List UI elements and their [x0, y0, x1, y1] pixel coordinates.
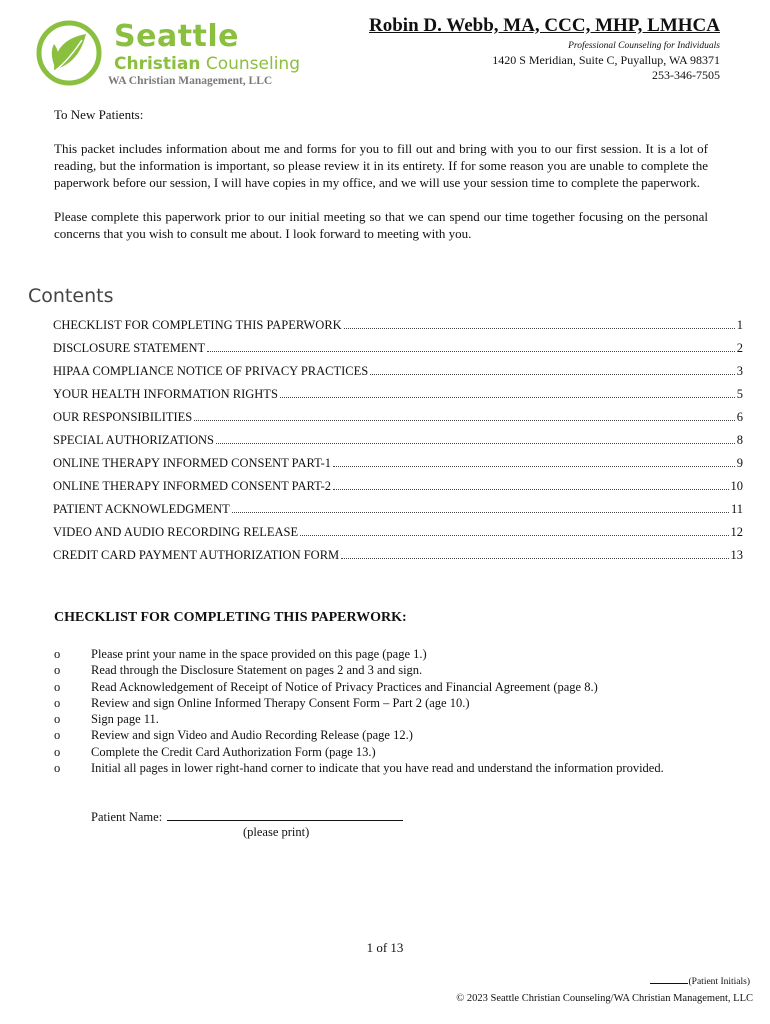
toc-entry-label: OUR RESPONSIBILITIES	[53, 410, 193, 424]
initials-label: (Patient Initials)	[688, 977, 750, 987]
toc-dot-leader	[370, 374, 735, 375]
contents-heading: Contents	[28, 285, 114, 307]
toc-entry-page: 13	[730, 548, 743, 562]
checkbox-bullet-icon: o	[54, 695, 61, 710]
patient-initials-field[interactable]	[650, 977, 750, 987]
toc-entry[interactable]	[53, 318, 743, 341]
checkbox-bullet-icon: o	[54, 679, 61, 694]
toc-entry-page: 12	[730, 525, 743, 539]
toc-entry[interactable]	[53, 548, 743, 571]
logo-wordmark: Seattle	[114, 19, 240, 54]
checklist	[54, 646, 694, 776]
initials-line[interactable]	[650, 983, 688, 984]
toc-dot-leader	[207, 351, 735, 352]
letterhead	[369, 14, 720, 83]
toc-entry[interactable]	[53, 387, 743, 410]
checklist-item	[54, 711, 694, 727]
toc-dot-leader	[300, 535, 728, 536]
toc-entry-label: CREDIT CARD PAYMENT AUTHORIZATION FORM	[53, 548, 340, 562]
toc-entry[interactable]	[53, 364, 743, 387]
checklist-item-text: Complete the Credit Card Authorization Form (page 13.)	[91, 744, 376, 759]
intro-paragraph-2: Please complete this paperwork prior to our initial meeting so that we can spend our time together focusing on the personal concerns that you wish to consult me about. I look forward to meeting with you.	[54, 209, 708, 241]
toc-entry-label: ONLINE THERAPY INFORMED CONSENT PART-1	[53, 456, 331, 470]
toc-entry-page: 2	[736, 341, 743, 355]
greeting: To New Patients:	[54, 107, 144, 122]
practice-tagline: Professional Counseling for Individuals	[568, 41, 720, 51]
toc-dot-leader	[232, 512, 729, 513]
toc-entry-label: DISCLOSURE STATEMENT	[53, 341, 206, 355]
toc-entry[interactable]	[53, 525, 743, 548]
toc-entry-page: 6	[736, 410, 743, 424]
practice-address: 1420 S Meridian, Suite C, Puyallup, WA 98371	[492, 53, 720, 67]
checklist-item	[54, 662, 694, 678]
checklist-item-text: Read through the Disclosure Statement on pages 2 and 3 and sign.	[91, 663, 423, 678]
toc-entry-label: HIPAA COMPLIANCE NOTICE OF PRIVACY PRACTICES	[53, 364, 369, 378]
checklist-item-text: Review and sign Online Informed Therapy Consent Form – Part 2 (age 10.)	[91, 695, 470, 710]
checkbox-bullet-icon: o	[54, 712, 61, 727]
page-number: 1 of 13	[366, 940, 404, 955]
toc-entry[interactable]	[53, 410, 743, 433]
checklist-item	[54, 679, 694, 695]
patient-name-field[interactable]	[91, 808, 403, 825]
logo-subtitle: WA Christian Management, LLC	[108, 75, 273, 87]
patient-name-label: Patient Name:	[91, 810, 163, 824]
toc-entry-label: YOUR HEALTH INFORMATION RIGHTS	[53, 387, 278, 401]
checkbox-bullet-icon: o	[54, 663, 61, 678]
toc-entry-page: 1	[736, 318, 743, 332]
toc-entry-label: SPECIAL AUTHORIZATIONS	[53, 433, 214, 447]
table-of-contents	[53, 318, 743, 571]
checkbox-bullet-icon: o	[54, 761, 61, 776]
toc-entry-label: CHECKLIST FOR COMPLETING THIS PAPERWORK	[53, 318, 342, 332]
checklist-item	[54, 727, 694, 743]
checklist-item-text: Sign page 11.	[91, 712, 159, 727]
checklist-heading: CHECKLIST FOR COMPLETING THIS PAPERWORK:	[54, 610, 407, 625]
toc-dot-leader	[344, 328, 735, 329]
toc-dot-leader	[341, 558, 728, 559]
checkbox-bullet-icon: o	[54, 647, 61, 661]
toc-entry-page: 9	[736, 456, 743, 470]
checklist-item-text: Please print your name in the space provided on this page (page 1.)	[91, 647, 427, 661]
toc-entry[interactable]	[53, 502, 743, 525]
toc-entry-label: ONLINE THERAPY INFORMED CONSENT PART-2	[53, 479, 331, 493]
checklist-item-text: Review and sign Video and Audio Recording Release (page 12.)	[91, 728, 413, 743]
toc-dot-leader	[280, 397, 735, 398]
practice-phone: 253-346-7505	[652, 68, 720, 82]
practitioner-name: Robin D. Webb, MA, CCC, MHP, LMHCA	[369, 15, 720, 36]
toc-entry-label: PATIENT ACKNOWLEDGMENT	[53, 502, 230, 516]
toc-dot-leader	[333, 489, 729, 490]
intro-letter	[54, 106, 708, 259]
toc-entry[interactable]	[53, 341, 743, 364]
toc-entry-page: 8	[736, 433, 743, 447]
toc-entry-page: 5	[736, 387, 743, 401]
toc-entry-page: 11	[730, 502, 743, 516]
toc-entry-label: VIDEO AND AUDIO RECORDING RELEASE	[53, 525, 299, 539]
checklist-item	[54, 744, 694, 760]
toc-entry-page: 10	[730, 479, 743, 493]
checklist-item-text: Initial all pages in lower right-hand corner to indicate that you have read and understand the information provided.	[91, 761, 664, 776]
toc-dot-leader	[216, 443, 735, 444]
please-print-hint: (please print)	[243, 825, 310, 839]
toc-entry[interactable]	[53, 456, 743, 479]
toc-entry[interactable]	[53, 479, 743, 502]
patient-name-line[interactable]	[167, 808, 403, 821]
checklist-item	[54, 760, 694, 776]
company-logo	[34, 18, 314, 90]
checkbox-bullet-icon: o	[54, 744, 61, 759]
toc-entry-page: 3	[736, 364, 743, 378]
checkbox-bullet-icon: o	[54, 728, 61, 743]
toc-entry[interactable]	[53, 433, 743, 456]
checklist-item	[54, 695, 694, 711]
intro-paragraph-1: This packet includes information about me and forms for you to fill out and bring with you to our first session. It is a lot of reading, but the information is important, so please review it in its entirety. If for some reason you are unable to complete the paperwork before our session, I will have copies in my office, and we will use your session time to complete the paperwork.	[54, 141, 708, 190]
leaf-logo-icon	[34, 20, 104, 86]
checklist-item-text: Read Acknowledgement of Receipt of Notice of Privacy Practices and Financial Agreement (page 8.)	[91, 679, 598, 694]
logo-tagline: Christian Counseling	[114, 54, 300, 74]
toc-dot-leader	[333, 466, 735, 467]
toc-dot-leader	[194, 420, 735, 421]
copyright-notice: © 2023 Seattle Christian Counseling/WA Christian Management, LLC	[456, 993, 753, 1004]
checklist-item	[54, 646, 694, 662]
